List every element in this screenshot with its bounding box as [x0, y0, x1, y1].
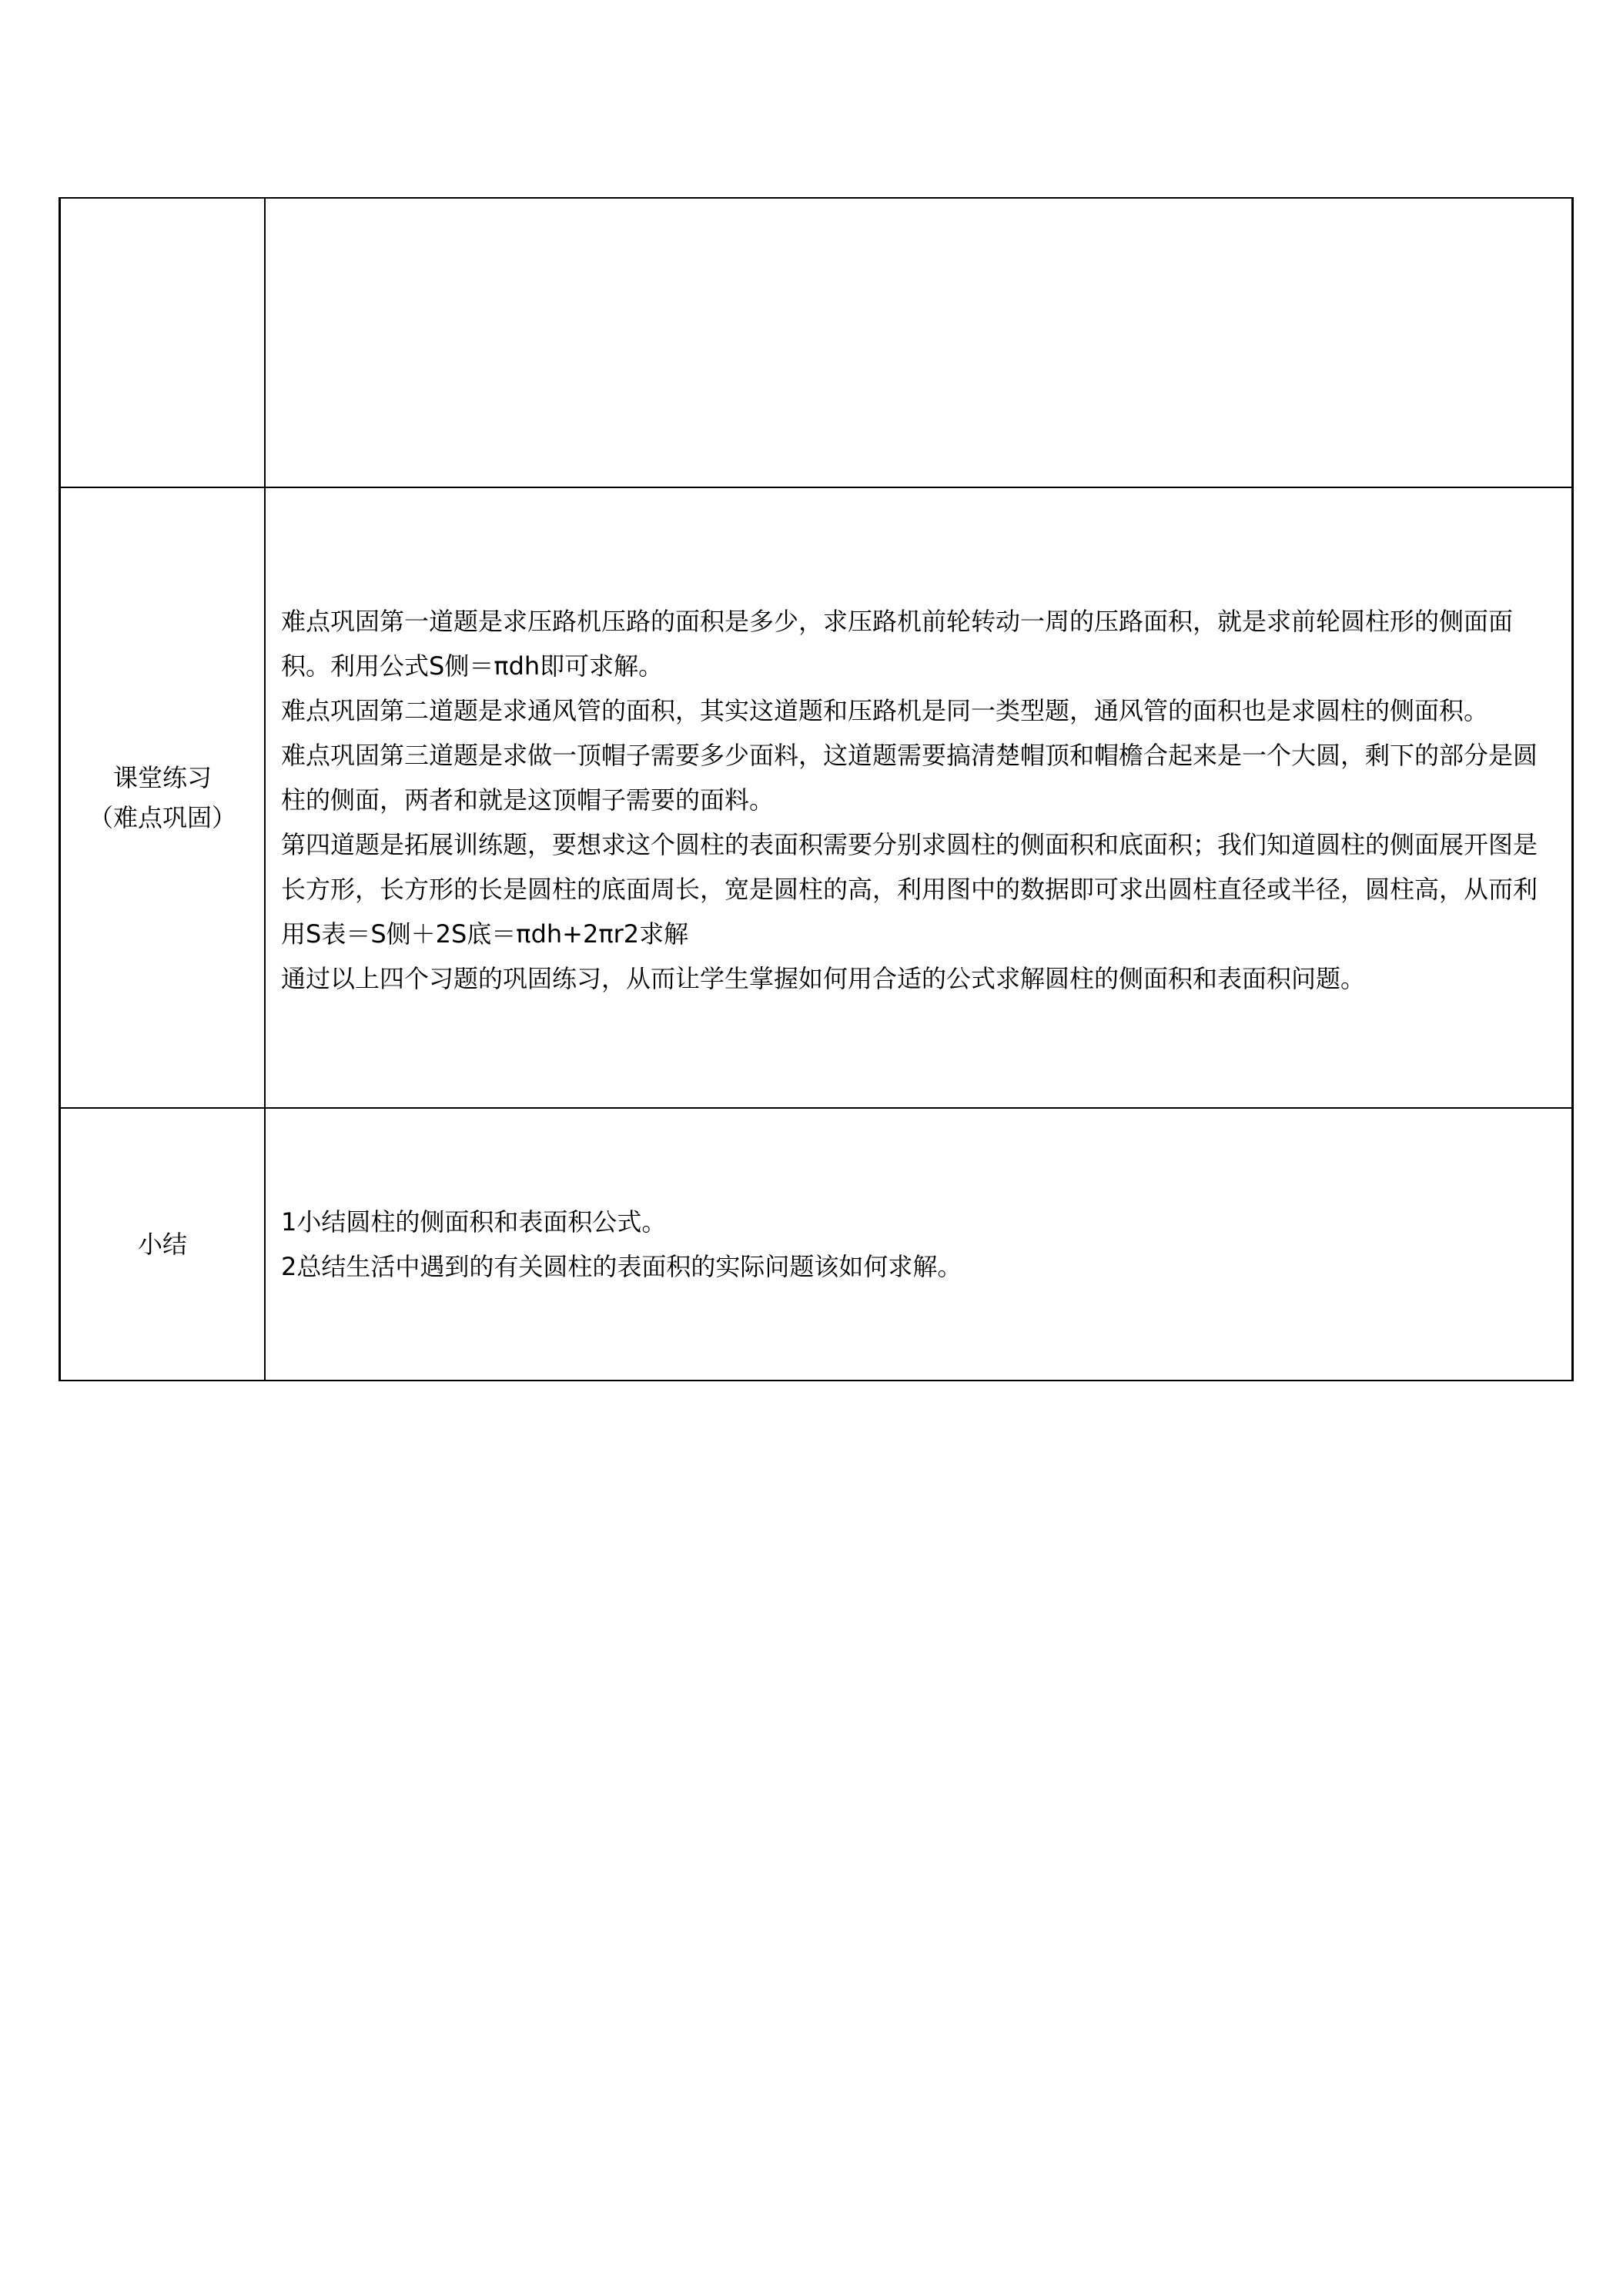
content-paragraph: 1小结圆柱的侧面积和表面积公式。 — [281, 1207, 667, 1237]
table-row — [60, 487, 1573, 1108]
content-paragraph: 第四道题是拓展训练题，要想求这个圆柱的表面积需要分别求圆柱的侧面积和底面积；我们知道圆柱的侧面展开图是长方形，长方形的长是圆柱的底面周长，宽是圆柱的高，利用图中的数据即可求出圆柱直径或半径，圆柱高，从而利用S表＝S侧＋2S底＝πdh+2πr2求解 — [281, 830, 1538, 949]
content-paragraph: 难点巩固第三道题是求做一顶帽子需要多少面料，这道题需要搞清楚帽顶和帽檐合起来是一个大圆，剩下的部分是圆柱的侧面，两者和就是这顶帽子需要的面料。 — [281, 741, 1538, 815]
content-paragraph: 通过以上四个习题的巩固练习，从而让学生掌握如何用合适的公式求解圆柱的侧面积和表面积问题。 — [281, 964, 1366, 993]
table-row — [60, 1108, 1573, 1381]
lesson-plan-table — [59, 197, 1574, 1381]
row-label-line: 小结 — [137, 1230, 187, 1259]
content-paragraph: 2总结生活中遇到的有关圆柱的表面积的实际问题该如何求解。 — [281, 1252, 962, 1281]
row-content-cell — [265, 1108, 1573, 1381]
content-paragraph: 难点巩固第一道题是求压路机压路的面积是多少，求压路机前轮转动一周的压路面积，就是求前轮圆柱形的侧面面积。利用公式S侧＝πdh即可求解。 — [281, 607, 1514, 681]
row-label-cell — [60, 487, 266, 1108]
content-paragraph: 难点巩固第二道题是求通风管的面积，其实这道题和压路机是同一类型题，通风管的面积也是求圆柱的侧面积。 — [281, 696, 1489, 725]
row-content-cell — [265, 198, 1573, 487]
row-content-cell — [265, 487, 1573, 1108]
row-label-cell — [60, 1108, 266, 1381]
row-label-line: （难点巩固） — [88, 803, 236, 832]
row-label-line: 课堂练习 — [112, 763, 212, 792]
table-row — [60, 198, 1573, 487]
row-label-cell — [60, 198, 266, 487]
